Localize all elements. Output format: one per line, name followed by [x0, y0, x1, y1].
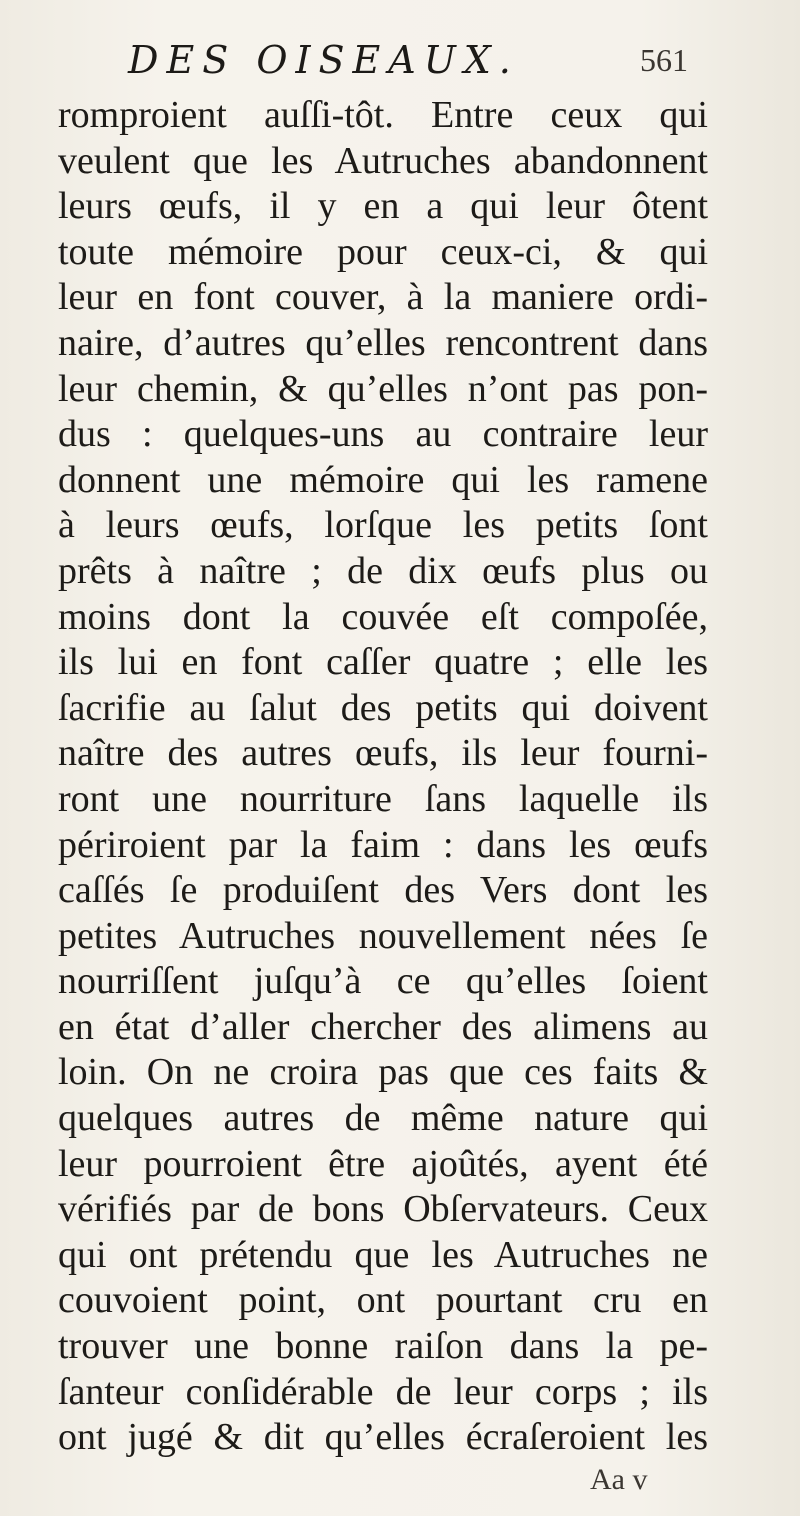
text-line: vérifiés par de bons Obſervateurs. Ceux — [58, 1188, 708, 1231]
page-number: 561 — [640, 42, 688, 78]
text-line: caſſés ſe produiſent des Vers dont les — [58, 869, 708, 912]
text-line: dus : quelques-uns au contraire leur — [58, 413, 708, 456]
text-line: périroient par la faim : dans les œufs — [58, 823, 708, 866]
text-line: moins dont la couvée eſt compoſée, — [58, 595, 708, 638]
text-line: quelques autres de même nature qui — [58, 1097, 708, 1140]
text-line: prêts à naître ; de dix œufs plus ou — [58, 549, 708, 592]
text-line: veulent que les Autruches abandonnent — [58, 139, 708, 182]
text-line: à leurs œufs, lorſque les petits ſont — [58, 504, 708, 547]
text-line: naître des autres œufs, ils leur fourni- — [58, 732, 708, 775]
text-line: loin. On ne croira pas que ces faits & — [58, 1051, 708, 1094]
text-line: petites Autruches nouvellement nées ſe — [58, 914, 708, 957]
signature-mark: Aa v — [590, 1463, 648, 1496]
text-line: leur pourroient être ajoûtés, ayent été — [58, 1142, 708, 1185]
text-line: donnent une mémoire qui les ramene — [58, 458, 708, 501]
text-line: couvoient point, ont pourtant cru en — [58, 1279, 708, 1322]
running-head-title: DES OISEAUX. — [128, 38, 519, 82]
text-line: leur en font couver, à la maniere ordi- — [58, 276, 708, 319]
text-line: romproient auſſi-tôt. Entre ceux qui — [58, 94, 708, 136]
text-line: leurs œufs, il y en a qui leur ôtent — [58, 185, 708, 228]
text-line: naire, d’autres qu’elles rencontrent dans — [58, 321, 708, 364]
text-line: en état d’aller chercher des alimens au — [58, 1005, 708, 1048]
text-line: trouver une bonne raiſon dans la pe- — [58, 1325, 708, 1368]
text-line: leur chemin, & qu’elles n’ont pas pon- — [58, 367, 708, 410]
text-line: ſanteur conſidérable de leur corps ; ils — [58, 1370, 708, 1413]
text-line: ront une nourriture ſans laquelle ils — [58, 777, 708, 820]
text-line: ils lui en font caſſer quatre ; elle les — [58, 641, 708, 684]
text-line: nourriſſent juſqu’à ce qu’elles ſoient — [58, 960, 708, 1003]
text-line: toute mémoire pour ceux-ci, & qui — [58, 230, 708, 273]
body-text — [58, 93, 708, 1461]
text-line: ont jugé & dit qu’elles écraſeroient les — [58, 1416, 708, 1459]
running-head — [128, 38, 688, 98]
text-line: qui ont prétendu que les Autruches ne — [58, 1233, 708, 1276]
text-line: ſacrifie au ſalut des petits qui doivent — [58, 686, 708, 729]
